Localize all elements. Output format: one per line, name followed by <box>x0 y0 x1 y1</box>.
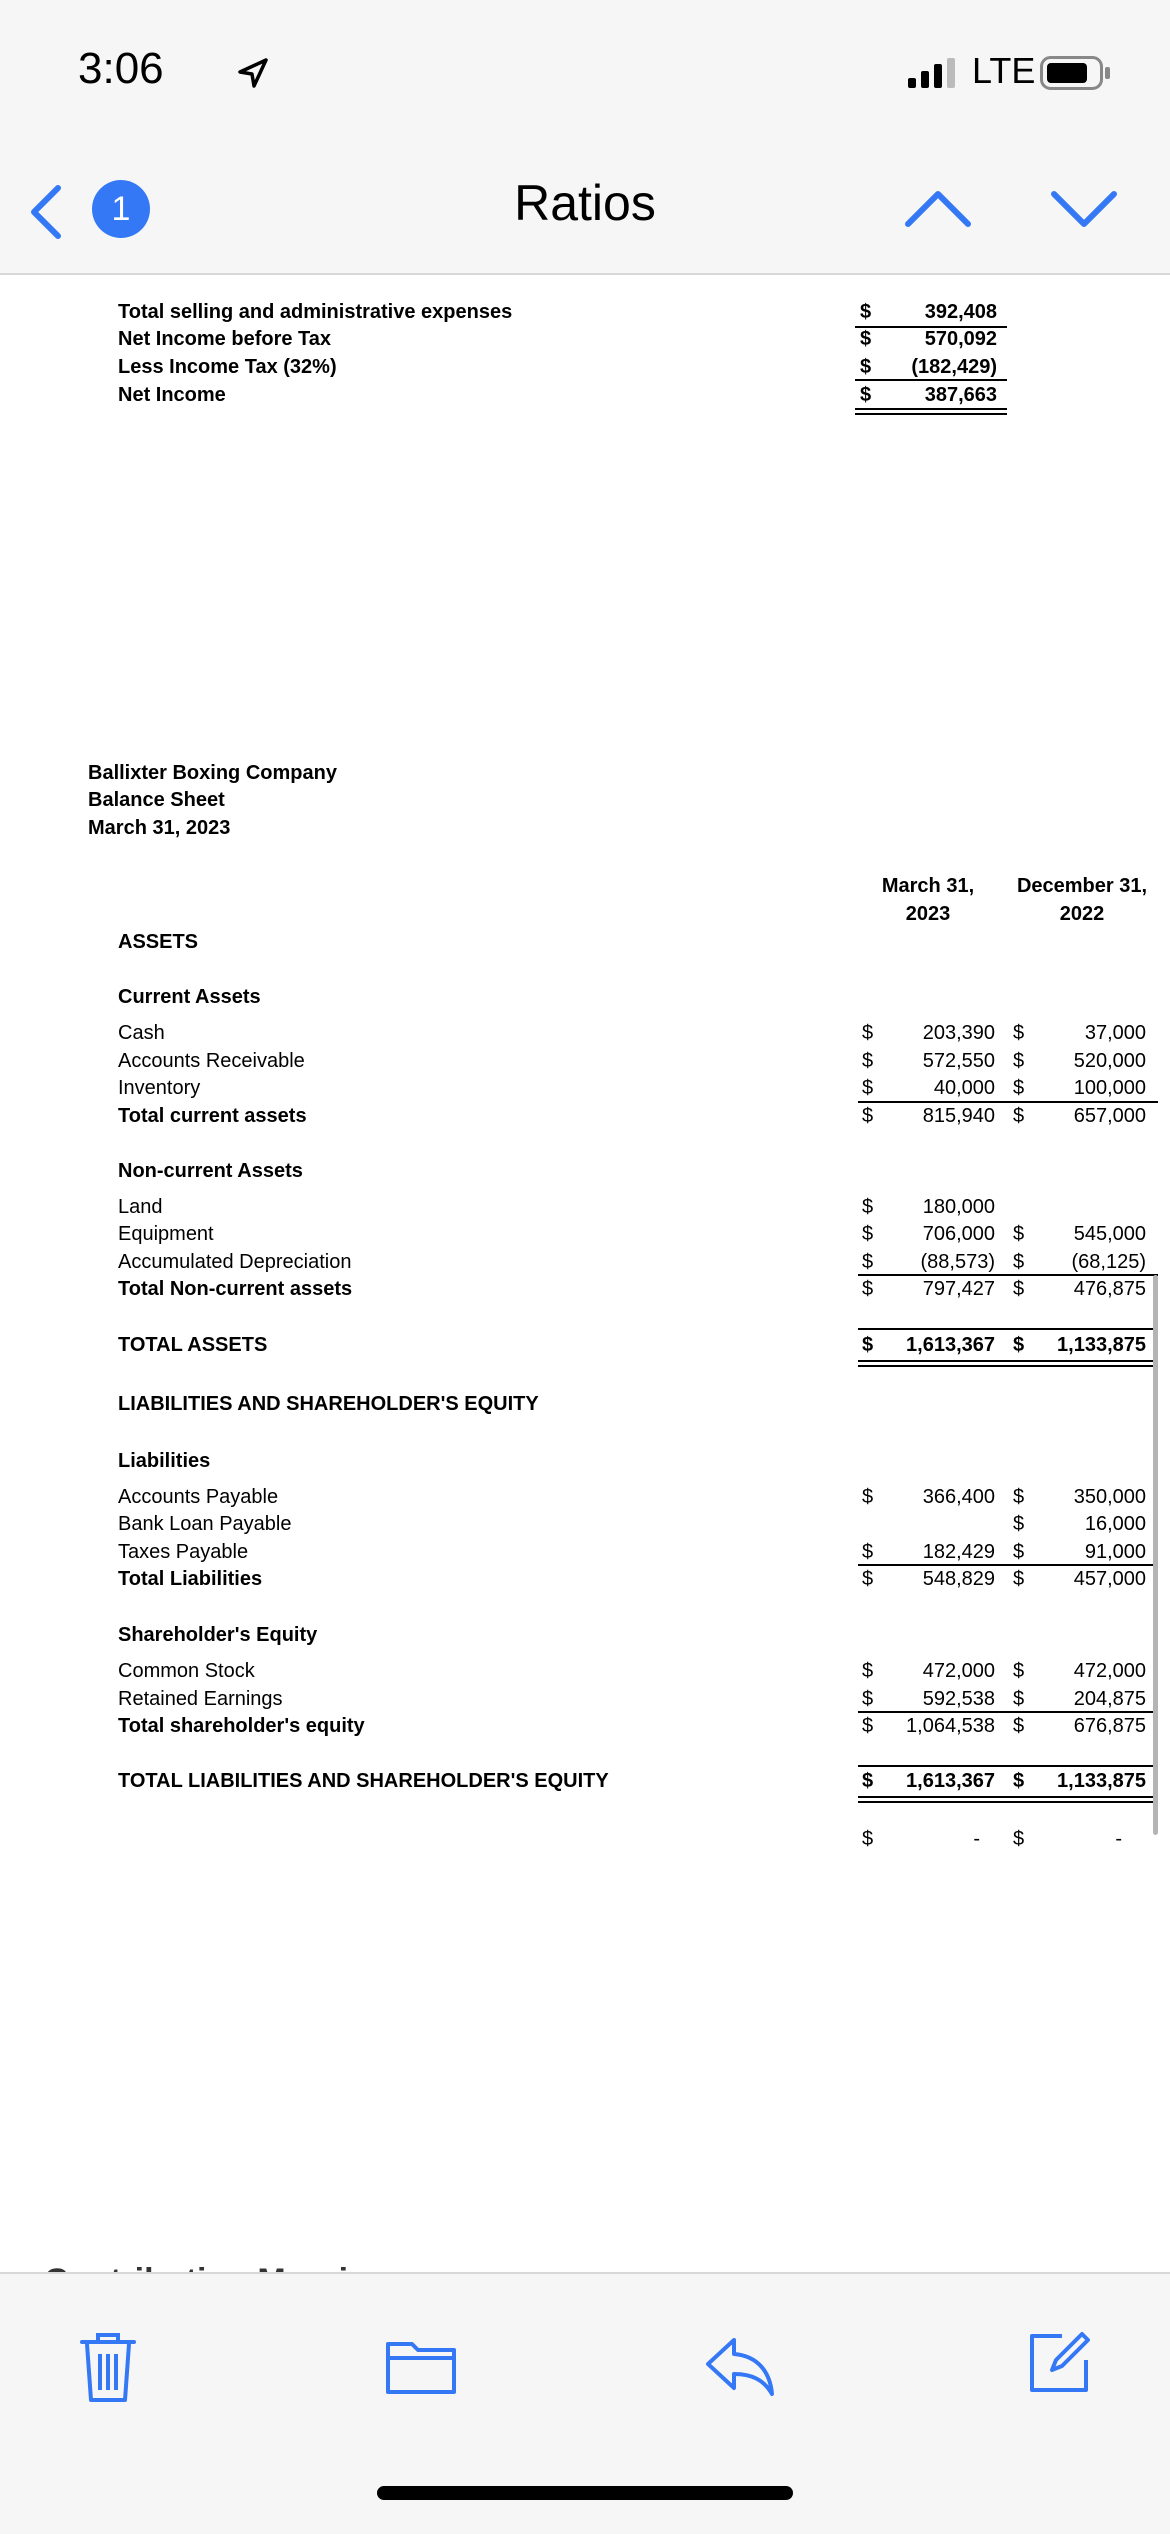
currency-2: $ <box>1013 1568 1025 1590</box>
scroll-indicator[interactable] <box>1153 1275 1158 1835</box>
column-header: 2022 <box>1059 903 1105 925</box>
row-label: Retained Earnings <box>118 1688 283 1710</box>
underline <box>858 1796 1158 1798</box>
value-2022: 91,000 <box>1084 1541 1146 1563</box>
row-label: Total Non-current assets <box>118 1278 353 1300</box>
currency-1: $ <box>862 1050 874 1072</box>
value-2022: 472,000 <box>1073 1660 1146 1682</box>
value-2023: 182,429 <box>922 1541 995 1563</box>
value-2022: 676,875 <box>1073 1715 1146 1737</box>
currency-1: $ <box>862 1196 874 1218</box>
income-currency: $ <box>860 301 872 323</box>
value-2023: 797,427 <box>922 1278 995 1300</box>
row-label: Accounts Receivable <box>118 1050 305 1072</box>
currency-1: $ <box>862 1251 874 1273</box>
currency-2: $ <box>1013 1050 1025 1072</box>
currency-1: $ <box>862 1022 874 1044</box>
location-arrow-icon <box>236 56 270 90</box>
value-2022: 476,875 <box>1073 1278 1146 1300</box>
currency-1: $ <box>862 1278 874 1300</box>
value-2023: 180,000 <box>922 1196 995 1218</box>
value-2022: 545,000 <box>1073 1223 1146 1245</box>
currency-2: $ <box>1013 1077 1025 1099</box>
row-label: Total current assets <box>118 1105 307 1127</box>
underline <box>858 1801 1158 1803</box>
value-2023: 472,000 <box>922 1660 995 1682</box>
income-value: (182,429) <box>911 356 997 378</box>
underline <box>858 1564 1158 1566</box>
underline <box>858 1101 1158 1103</box>
value-2023: 1,613,367 <box>906 1770 995 1792</box>
underline <box>855 408 1007 410</box>
income-row-label: Total selling and administrative expenses <box>118 301 513 323</box>
row-label: Total Liabilities <box>118 1568 263 1590</box>
value-2022: 100,000 <box>1073 1077 1146 1099</box>
signal-bars-icon <box>908 58 960 88</box>
income-value: 392,408 <box>924 301 997 323</box>
underline <box>855 326 1007 328</box>
subsection-heading: Shareholder's Equity <box>118 1624 318 1646</box>
value-2022: - <box>1115 1828 1122 1850</box>
column-header: December 31, <box>1016 875 1148 897</box>
value-2022: 350,000 <box>1073 1486 1146 1508</box>
currency-1: $ <box>862 1568 874 1590</box>
currency-2: $ <box>1013 1334 1025 1356</box>
currency-2: $ <box>1013 1715 1025 1737</box>
row-label: Accounts Payable <box>118 1486 279 1508</box>
currency-2: $ <box>1013 1770 1025 1792</box>
document-view[interactable] <box>0 275 1170 2272</box>
folder-icon[interactable] <box>384 2336 458 2396</box>
currency-2: $ <box>1013 1513 1025 1535</box>
value-2022: 657,000 <box>1073 1105 1146 1127</box>
value-2023: 815,940 <box>922 1105 995 1127</box>
row-label: Taxes Payable <box>118 1541 249 1563</box>
home-indicator[interactable] <box>377 2486 793 2500</box>
company-name: Ballixter Boxing Company <box>88 762 337 784</box>
value-2022: (68,125) <box>1071 1251 1146 1273</box>
value-2023: 366,400 <box>922 1486 995 1508</box>
status-time: 3:06 <box>78 44 164 93</box>
trash-icon[interactable] <box>78 2330 138 2404</box>
page-title: Ratios <box>514 175 656 231</box>
value-2022: 520,000 <box>1073 1050 1146 1072</box>
row-label: Cash <box>118 1022 165 1044</box>
value-2022: 1,133,875 <box>1057 1770 1146 1792</box>
currency-2: $ <box>1013 1251 1025 1273</box>
currency-1: $ <box>862 1486 874 1508</box>
currency-1: $ <box>862 1770 874 1792</box>
value-2023: - <box>973 1828 980 1850</box>
subsection-heading: Current Assets <box>118 986 261 1008</box>
currency-2: $ <box>1013 1022 1025 1044</box>
chevron-down-icon[interactable] <box>1048 186 1120 230</box>
total-row-label: TOTAL ASSETS <box>118 1334 268 1356</box>
value-2022: 1,133,875 <box>1057 1334 1146 1356</box>
row-label: Equipment <box>118 1223 214 1245</box>
value-2023: 548,829 <box>922 1568 995 1590</box>
income-currency: $ <box>860 384 872 406</box>
section-heading: LIABILITIES AND SHAREHOLDER'S EQUITY <box>118 1393 539 1415</box>
value-2022: 37,000 <box>1084 1022 1146 1044</box>
income-value: 570,092 <box>924 328 997 350</box>
value-2023: 203,390 <box>922 1022 995 1044</box>
section-heading: ASSETS <box>118 931 199 953</box>
currency-2: $ <box>1013 1541 1025 1563</box>
column-header: March 31, <box>881 875 975 897</box>
compose-icon[interactable] <box>1026 2330 1092 2396</box>
row-label: Accumulated Depreciation <box>118 1251 352 1273</box>
subsection-heading: Non-current Assets <box>118 1160 303 1182</box>
nav-bar <box>0 150 1170 275</box>
currency-2: $ <box>1013 1660 1025 1682</box>
currency-2: $ <box>1013 1486 1025 1508</box>
currency-1: $ <box>862 1223 874 1245</box>
underline <box>858 1765 1158 1767</box>
currency-1: $ <box>862 1688 874 1710</box>
underline <box>858 1328 1158 1330</box>
underline <box>858 1360 1158 1362</box>
statement-title: Balance Sheet <box>88 789 225 811</box>
network-label: LTE <box>972 50 1036 91</box>
currency-2: $ <box>1013 1828 1025 1850</box>
currency-1: $ <box>862 1105 874 1127</box>
currency-1: $ <box>862 1334 874 1356</box>
column-header: 2023 <box>905 903 951 925</box>
income-currency: $ <box>860 328 872 350</box>
income-row-label: Less Income Tax (32%) <box>118 356 337 378</box>
value-2023: 592,538 <box>922 1688 995 1710</box>
value-2022: 457,000 <box>1073 1568 1146 1590</box>
value-2023: 706,000 <box>922 1223 995 1245</box>
reply-icon[interactable] <box>704 2336 776 2396</box>
currency-1: $ <box>862 1828 874 1850</box>
value-2023: (88,573) <box>920 1251 995 1273</box>
currency-2: $ <box>1013 1278 1025 1300</box>
underline <box>858 1274 1158 1276</box>
row-label: Total shareholder's equity <box>118 1715 365 1737</box>
income-row-label: Net Income before Tax <box>118 328 332 350</box>
value-2023: 572,550 <box>922 1050 995 1072</box>
income-row-label: Net Income <box>118 384 226 406</box>
currency-1: $ <box>862 1541 874 1563</box>
value-2023: 1,613,367 <box>906 1334 995 1356</box>
value-2022: 204,875 <box>1073 1688 1146 1710</box>
value-2023: 1,064,538 <box>906 1715 995 1737</box>
underline <box>855 379 1007 381</box>
value-2023: 40,000 <box>933 1077 995 1099</box>
row-label: Inventory <box>118 1077 201 1099</box>
currency-1: $ <box>862 1660 874 1682</box>
value-2022: 16,000 <box>1084 1513 1146 1535</box>
total-row-label: TOTAL LIABILITIES AND SHAREHOLDER'S EQUITY <box>118 1770 609 1792</box>
income-value: 387,663 <box>924 384 997 406</box>
unread-count-badge[interactable]: 1 <box>92 180 150 238</box>
currency-2: $ <box>1013 1223 1025 1245</box>
battery-icon <box>1040 56 1112 90</box>
underline <box>858 1711 1158 1713</box>
currency-2: $ <box>1013 1688 1025 1710</box>
currency-2: $ <box>1013 1105 1025 1127</box>
currency-1: $ <box>862 1077 874 1099</box>
underline <box>855 413 1007 415</box>
statement-date: March 31, 2023 <box>88 817 231 839</box>
row-label: Land <box>118 1196 163 1218</box>
subsection-heading: Liabilities <box>118 1450 211 1472</box>
row-label: Bank Loan Payable <box>118 1513 292 1535</box>
row-label: Common Stock <box>118 1660 255 1682</box>
chevron-up-icon[interactable] <box>902 186 974 230</box>
income-currency: $ <box>860 356 872 378</box>
status-bar <box>0 0 1170 150</box>
currency-1: $ <box>862 1715 874 1737</box>
underline <box>858 1365 1158 1367</box>
